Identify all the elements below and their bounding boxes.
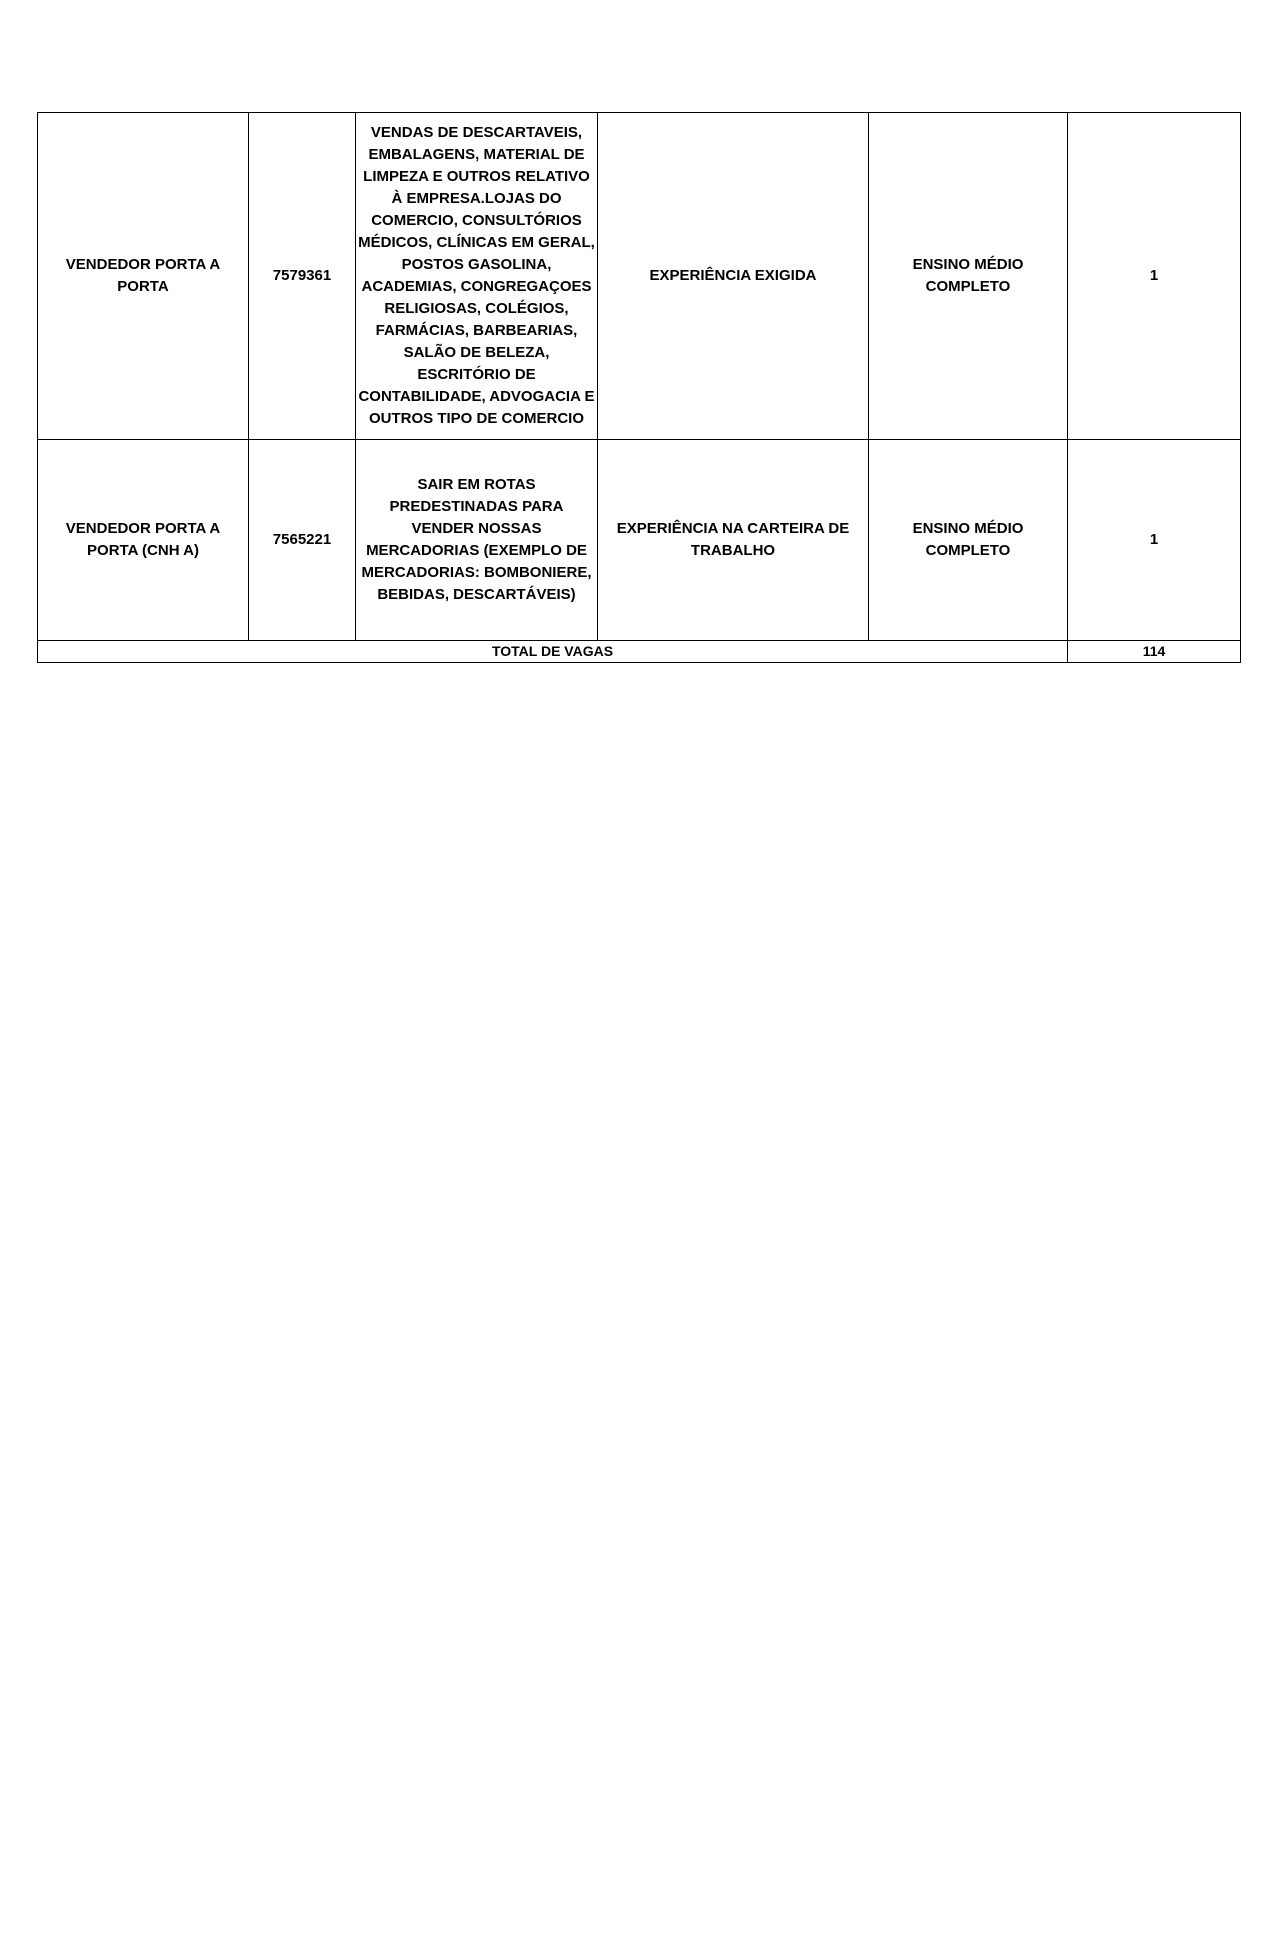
job-title-cell: VENDEDOR PORTA A PORTA (CNH A) <box>38 440 249 641</box>
job-vacancies-table <box>37 112 1241 663</box>
experience-cell: EXPERIÊNCIA EXIGIDA <box>598 113 869 440</box>
table-row <box>38 113 1241 440</box>
job-title-cell: VENDEDOR PORTA A PORTA <box>38 113 249 440</box>
table-row <box>38 440 1241 641</box>
education-cell: ENSINO MÉDIO COMPLETO <box>869 440 1068 641</box>
total-row <box>38 641 1241 663</box>
vacancy-count-cell: 1 <box>1068 113 1241 440</box>
job-description-cell: SAIR EM ROTAS PREDESTINADAS PARA VENDER NOSSAS MERCADORIAS (EXEMPLO DE MERCADORIAS: BOMBONIERE, BEBIDAS, DESCARTÁVEIS) <box>356 440 598 641</box>
experience-cell: EXPERIÊNCIA NA CARTEIRA DE TRABALHO <box>598 440 869 641</box>
job-code-cell: 7579361 <box>249 113 356 440</box>
vacancy-count-cell: 1 <box>1068 440 1241 641</box>
total-value: 114 <box>1068 641 1241 663</box>
job-code-cell: 7565221 <box>249 440 356 641</box>
education-cell: ENSINO MÉDIO COMPLETO <box>869 113 1068 440</box>
total-label: TOTAL DE VAGAS <box>38 641 1068 663</box>
job-description-cell: VENDAS DE DESCARTAVEIS, EMBALAGENS, MATERIAL DE LIMPEZA E OUTROS RELATIVO À EMPRESA.LOJAS DO COMERCIO, CONSULTÓRIOS MÉDICOS, CLÍNICAS EM GERAL, POSTOS GASOLINA, ACADEMIAS, CONGREGAÇOES RELIGIOSAS, COLÉGIOS, FARMÁCIAS, BARBEARIAS, SALÃO DE BELEZA, ESCRITÓRIO DE CONTABILIDADE, ADVOGACIA E OUTROS TIPO DE COMERCIO <box>356 113 598 440</box>
